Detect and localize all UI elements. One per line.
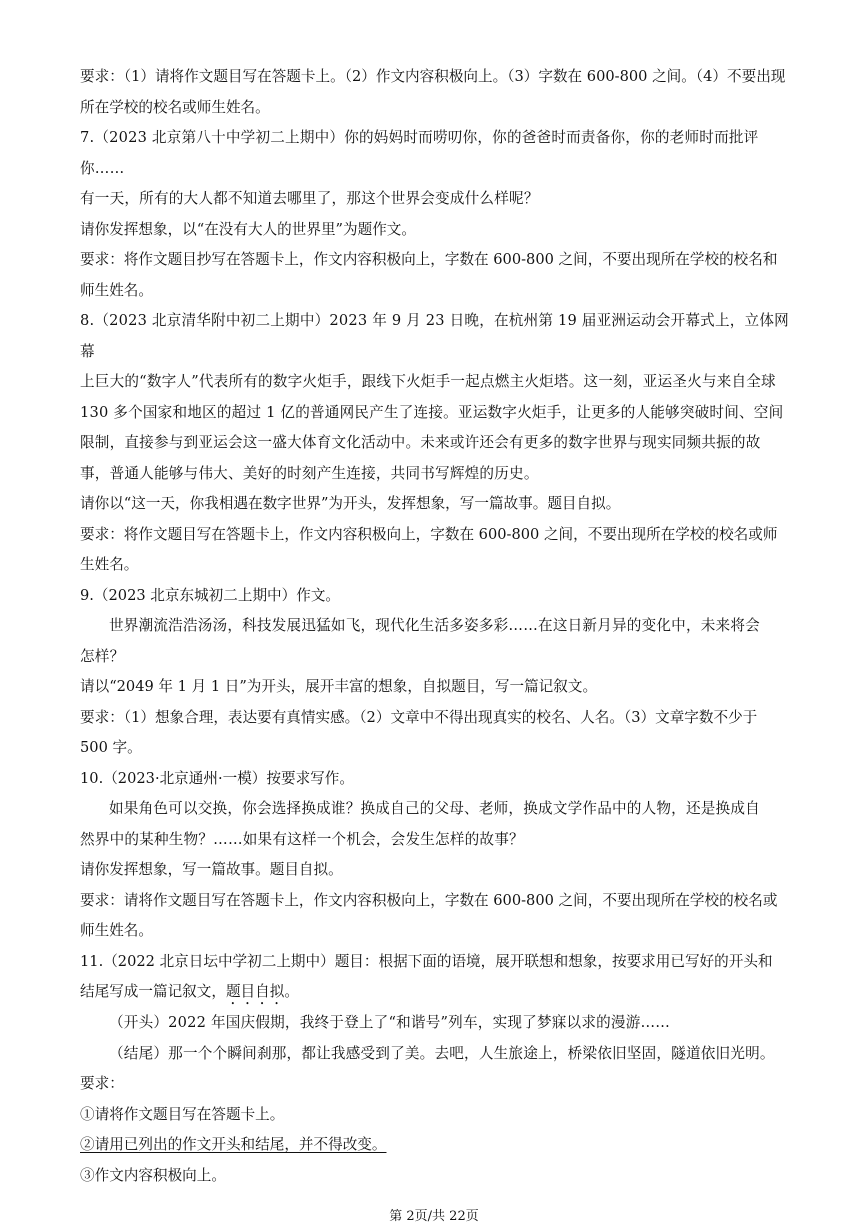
q8-line-6: 请你以“这一天，你我相遇在数字世界”为开头，发挥想象，写一篇故事。题目自拟。 <box>80 495 621 512</box>
q8-requirements-line-2: 生姓名。 <box>80 556 139 573</box>
q8-line-3: 130 多个国家和地区的超过 1 亿的普通网民产生了连接。亚运数字火炬手，让更多的人能够突破时间、空间 <box>80 403 784 421</box>
q8-line-2: 上巨大的“数字人”代表所有的数字火炬手，跟线下火炬手一起点燃主火炬塔。这一刻，亚运圣火与来自全球 <box>80 373 776 390</box>
q9-requirements-line-1: 要求：（1）想象合理，表达要有真情实感。（2）文章中不得出现真实的校名、人名。（3）文章字数不少于 <box>80 708 758 726</box>
q6-requirements-line-1: 要求：（1）请将作文题目写在答题卡上。（2）作文内容积极向上。（3）字数在 600-800 之间。（4）不要出现 <box>80 68 786 85</box>
q10-line-2: 如果角色可以交换，你会选择换成谁？换成自己的父母、老师，换成文学作品中的人物，还是换成自 <box>109 800 760 817</box>
q11-requirement-1: ①请将作文题目写在答题卡上。 <box>80 1105 285 1123</box>
q10-line-3: 然界中的某种生物？……如果有这样一个机会，会发生怎样的故事？ <box>80 830 524 848</box>
q11-line-2-end: 。 <box>284 983 299 1000</box>
q10-line-4: 请你发挥想象，写一篇故事。题目自拟。 <box>80 861 343 878</box>
q11-ending: （结尾）那一个个瞬间刹那，都让我感受到了美。去吧，人生旅途上，桥梁依旧坚固，隧道依旧光明。 <box>109 1044 775 1062</box>
q7-requirements-line-2: 师生姓名。 <box>80 281 153 299</box>
q9-line-3: 怎样？ <box>80 647 125 665</box>
q10-line-1: 10.（2023·北京通州·一模）按要求写作。 <box>80 769 354 787</box>
q11-emphasized-title-phrase: 题目自拟 <box>225 983 285 1000</box>
q11-line-2-text: 结尾写成一篇记叙文， <box>80 983 226 1000</box>
page-number: 第 2页/共 22页 <box>389 1209 479 1224</box>
q7-line-3: 请你发挥想象，以“在没有大人的世界里”为题作文。 <box>80 220 416 238</box>
q9-line-4: 请以“2049 年 1 月 1 日”为开头，展开丰富的想象，自拟题目，写一篇记叙文。 <box>80 678 598 695</box>
q7-line-1: 7.（2023 北京第八十中学初二上期中）你的妈妈时而唠叨你，你的爸爸时而责备你，你的老师时而批评你…… <box>80 129 759 177</box>
q11-requirements-heading: 要求： <box>80 1075 124 1092</box>
q6-requirements-line-2: 所在学校的校名或师生姓名。 <box>80 98 270 116</box>
q11-line-2 <box>80 977 792 1008</box>
q8-line-5: 事，普通人能够与伟大、美好的时刻产生连接，共同书写辉煌的历史。 <box>80 464 539 482</box>
q11-line-1: 11.（2022 北京日坛中学初二上期中）题目：根据下面的语境，展开联想和想象，按要求用已写好的开头和 <box>80 952 773 970</box>
q7-requirements-line-1: 要求：将作文题目抄写在答题卡上，作文内容积极向上，字数在 600-800 之间，不要出现所在学校的校名和 <box>80 251 778 268</box>
q9-requirements-line-2: 500 字。 <box>80 739 142 756</box>
document-page <box>80 62 792 1191</box>
q11-requirement-2: ②请用已列出的作文开头和结尾，并不得改变。 <box>80 1136 387 1153</box>
q11-opening: （开头）2022 年国庆假期，我终于登上了“和谐号”列车，实现了梦寐以求的漫游…… <box>109 1014 671 1031</box>
q10-requirements-line-2: 师生姓名。 <box>80 922 153 939</box>
q8-requirements-line-1: 要求：将作文题目写在答题卡上，作文内容积极向上，字数在 600-800 之间，不要出现所在学校的校名或师 <box>80 525 778 543</box>
q8-line-1: 8.（2023 北京清华附中初二上期中）2023 年 9 月 23 日晚，在杭州第 19 届亚洲运动会开幕式上，立体网幕 <box>80 312 789 360</box>
q10-requirements-line-1: 要求：请将作文题目写在答题卡上，作文内容积极向上，字数在 600-800 之间，不要出现所在学校的校名或 <box>80 891 778 909</box>
q9-line-1: 9.（2023 北京东城初二上期中）作文。 <box>80 586 341 604</box>
q7-line-2: 有一天，所有的大人都不知道去哪里了，那这个世界会变成什么样呢？ <box>80 190 539 207</box>
q11-requirement-3: ③作文内容积极向上。 <box>80 1166 226 1184</box>
q9-line-2: 世界潮流浩浩汤汤，科技发展迅猛如飞，现代化生活多姿多彩……在这日新月异的变化中，未来将会 <box>109 617 760 634</box>
q8-line-4: 限制，直接参与到亚运会这一盛大体育文化活动中。未来或许还会有更多的数字世界与现实同频共振的故 <box>80 434 761 451</box>
